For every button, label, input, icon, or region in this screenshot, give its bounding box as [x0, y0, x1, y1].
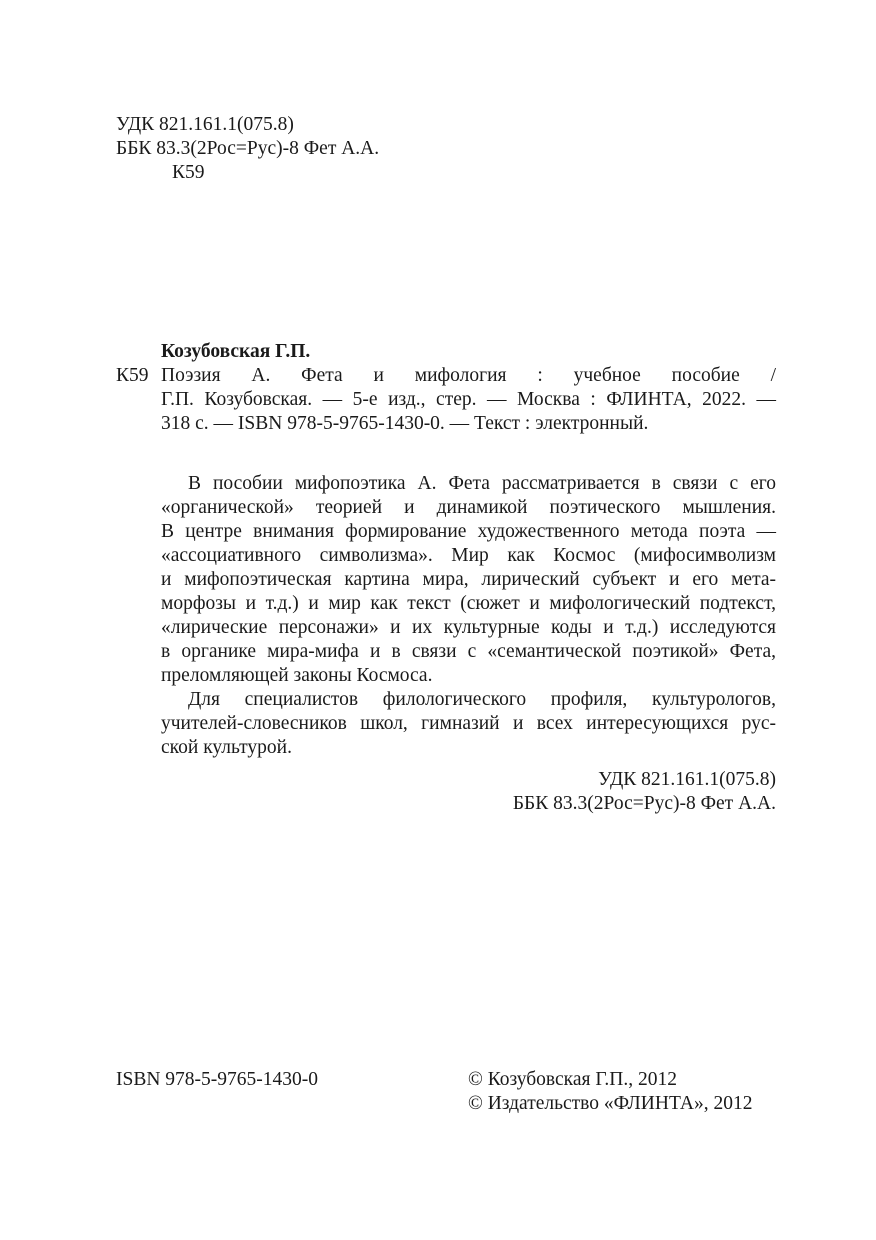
bbk-code: ББК 83.3(2Рос=Рус)-8 Фет А.А. — [116, 138, 380, 159]
copyright-author: © Козубовская Г.П., 2012 — [468, 1069, 678, 1090]
isbn: ISBN 978-5-9765-1430-0 — [116, 1069, 319, 1090]
annotation-line: и мифопоэтическая картина мира, лирический субъект и его мета- — [161, 569, 776, 590]
audience-line: Для специалистов филологического профиля, культурологов, — [188, 689, 776, 710]
card-author: Козубовская Г.П. — [161, 341, 311, 362]
annotation-line: в органике мира-мифа и в связи с «семантической поэтикой» Фета, — [161, 641, 776, 662]
annotation-line: преломляющей законы Космоса. — [161, 665, 433, 686]
card-edition-line: Г.П. Козубовская. — 5-е изд., стер. — Москва : ФЛИНТА, 2022. — — [161, 389, 776, 410]
udk-code-right: УДК 821.161.1(075.8) — [598, 769, 776, 790]
card-title-line: Поэзия А. Фета и мифология : учебное пособие / — [161, 365, 776, 386]
annotation-line: морфозы и т.д.) и мир как текст (сюжет и мифологический подтекст, — [161, 593, 776, 614]
audience-line: учителей-словесников школ, гимназий и всех интересующихся рус- — [161, 713, 776, 734]
annotation-line: «лирические персонажи» и их культурные коды и т.д.) исследуются — [161, 617, 776, 638]
annotation-line: В пособии мифопоэтика А. Фета рассматривается в связи с его — [188, 473, 776, 494]
bbk-code-right: ББК 83.3(2Рос=Рус)-8 Фет А.А. — [512, 793, 776, 814]
annotation-line: «органической» теорией и динамикой поэтического мышления. — [161, 497, 776, 518]
annotation-line: В центре внимания формирование художественного метода поэта — — [161, 521, 776, 542]
udk-code: УДК 821.161.1(075.8) — [116, 114, 294, 135]
copyright-publisher: © Издательство «ФЛИНТА», 2012 — [468, 1093, 753, 1114]
annotation-line: «ассоциативного символизма». Мир как Космос (мифосимволизм — [161, 545, 776, 566]
audience-line: ской культурой. — [161, 737, 292, 758]
card-cutter-mark: К59 — [116, 365, 149, 386]
author-cutter-mark: К59 — [172, 162, 205, 183]
card-isbn-line: 318 с. — ISBN 978-5-9765-1430-0. — Текст : электронный. — [161, 413, 649, 434]
